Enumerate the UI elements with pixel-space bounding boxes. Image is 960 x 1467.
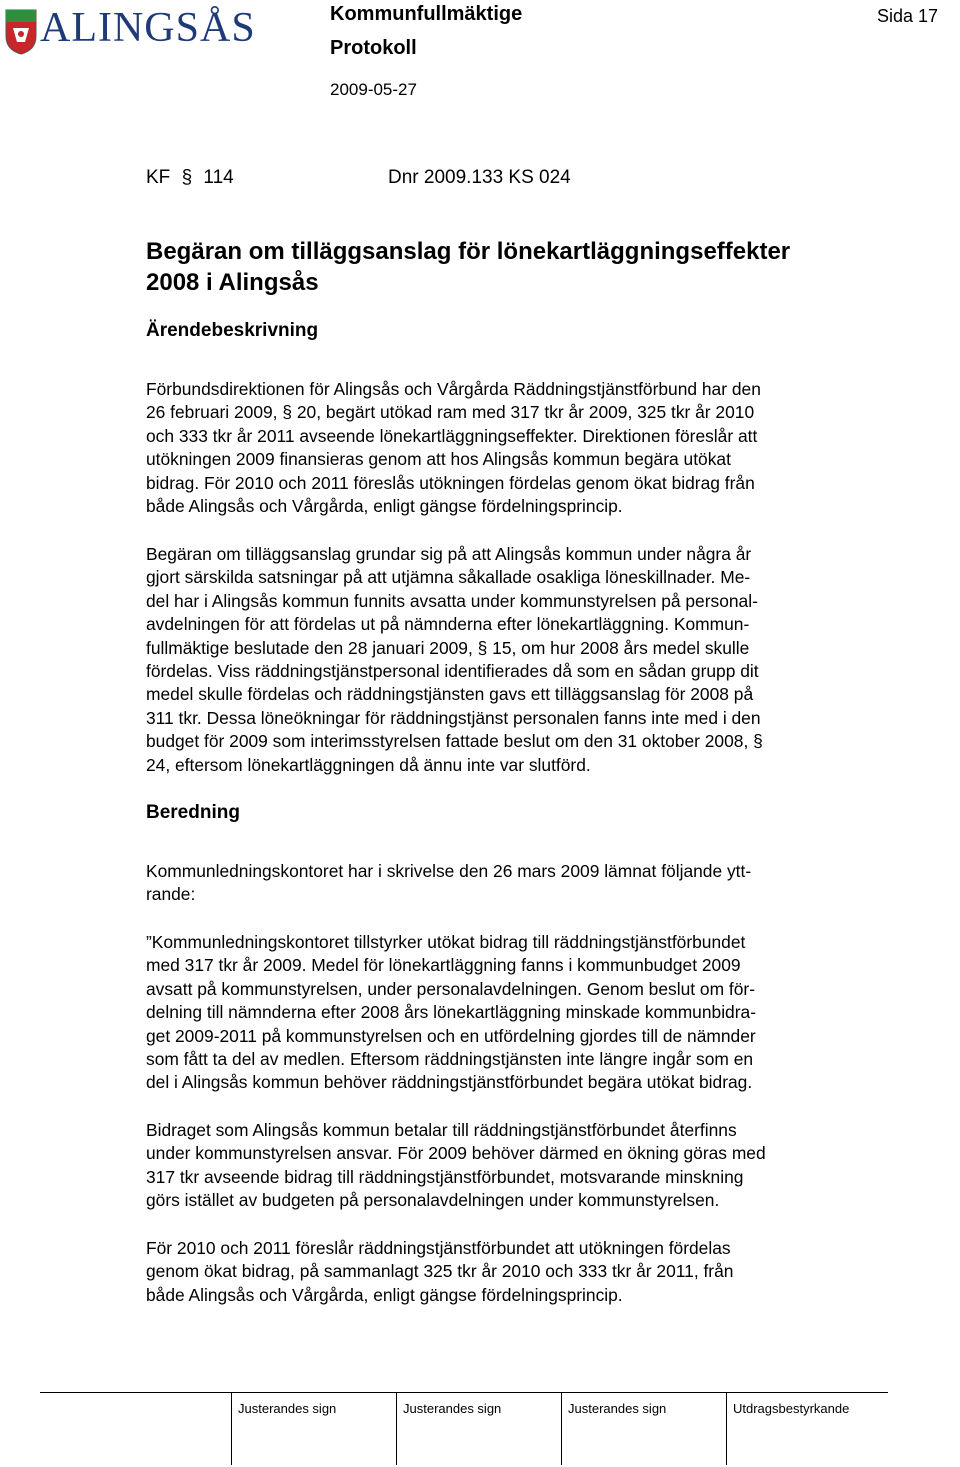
section-sign-icon: §: [282, 402, 293, 423]
paragraph-statement-intro: Kommunledningskontoret har i skrivelse den 26 mars 2009 lämnat följande ytt- rande:: [146, 861, 752, 905]
footer-divider: [726, 1393, 727, 1465]
municipality-logo: [0, 0, 270, 68]
footer-divider: [396, 1393, 397, 1465]
section-sign-icon: §: [753, 731, 763, 752]
logo-text: ALINGSÅS: [40, 5, 256, 51]
paragraph-contribution: Bidraget som Alingsås kommun betalar till räddningstjänstförbundet återfinns under kommunstyrelsen ansvar. För 2009 behöver därmed en ökning göras med 317 tkr avseende bidrag till räddningstjänstförbundet, motsvarande minskning görs istället av budgeten på personalavdelningen under kommunstyrelsen.: [146, 1120, 766, 1211]
title-line: 2008 i Alingsås: [146, 269, 319, 296]
signature-box-2: Justerandes sign: [403, 1401, 502, 1416]
paragraph-background: Begäran om tilläggsanslag grundar sig på att Alingsås kommun under några år gjort särskilda satsningar på att utjämna såkallade osakliga löneskillnader. Me- del har i Alingsås kommun funnits avsatta under kommunstyrelsen på personal- avdelningen för att fördelas ut på nämnderna efter lönekartläggning. Kommun- fullmäktige beslutade den 28 januari 2009, § 15, om hur 2008 års medel skulle fördelas. Viss räddningstjänstpersonal identifierades då som en sådan grupp dit medel skulle fördelas och räddningstjänsten gavs ett tilläggsanslag för 2008 på 311 tkr. Dessa löneökningar för räddningstjänst personalen fanns inte med i den budget för 2009 som interimsstyrelsen fattade beslut om den 31 oktober 2008, § 24, eftersom lönekartläggningen då ännu inte var slutförd.: [146, 544, 763, 775]
diary-number: Dnr 2009.133 KS 024: [388, 167, 571, 188]
case-label: KF § 114: [146, 167, 234, 188]
section-heading-description: Ärendebeskrivning: [146, 320, 319, 341]
footer-rule: [40, 1392, 888, 1393]
paragraph-request: Förbundsdirektionen för Alingsås och Vårgårda Räddningstjänstförbund har den 26 februari 2009, § 20, begärt utökad ram med 317 tkr år 2009, 325 tkr år 2010 och 333 tkr år 2011 avseende lönekartläggningseffekter. Direktionen föreslår att utökningen 2009 finansieras genom att hos Alingsås kommun begära utökat bidrag. För 2010 och 2011 föreslås utökningen fördelas genom ökat bidrag från både Alingsås och Vårgårda, enligt gängse fördelningsprincip.: [146, 379, 761, 517]
section-heading-preparation: Beredning: [146, 802, 240, 823]
footer-divider: [231, 1393, 232, 1465]
document-title: [146, 236, 906, 298]
page-number: Sida 17: [876, 6, 938, 26]
footer-divider: [561, 1393, 562, 1465]
signature-box-1: Justerandes sign: [238, 1401, 337, 1416]
signature-box-3: Justerandes sign: [568, 1401, 667, 1416]
title-line: Begäran om tilläggsanslag för lönekartläggningseffekter: [146, 238, 791, 265]
paragraph-statement-quote: ”Kommunledningskontoret tillstyrker utökat bidrag till räddningstjänstförbundet med 317 tkr år 2009. Medel för lönekartläggning fanns i kommunbudget 2009 avsatt på kommunstyrelsen, under personalavdelningen. Genom beslut om för- delning till nämnderna efter 2008 års lönekartläggning minskade kommunbidra- get 2009-2011 på kommunstyrelsen och en utfördelning gjordes till de nämnder som fått ta del av medlen. Eftersom räddningstjänsten inte längre ingår som en del i Alingsås kommun behöver räddningstjänstförbundet begära utökat bidrag.: [146, 932, 756, 1093]
document-type: Protokoll: [330, 37, 417, 59]
paragraph-future-years: För 2010 och 2011 föreslår räddningstjänstförbundet att utökningen fördelas genom ökat bidrag, på sammanlagt 325 tkr år 2010 och 333 tkr år 2011, från både Alingsås och Vårgårda, enligt gängse fördelningsprincip.: [146, 1238, 734, 1305]
document-body-name: Kommunfullmäktige: [330, 3, 523, 25]
meeting-date: 2009-05-27: [330, 80, 417, 99]
crest-icon: [4, 8, 38, 56]
extract-certification-box: Utdragsbestyrkande: [733, 1401, 850, 1416]
section-sign-icon: §: [181, 167, 193, 188]
section-sign-icon: §: [477, 637, 488, 658]
